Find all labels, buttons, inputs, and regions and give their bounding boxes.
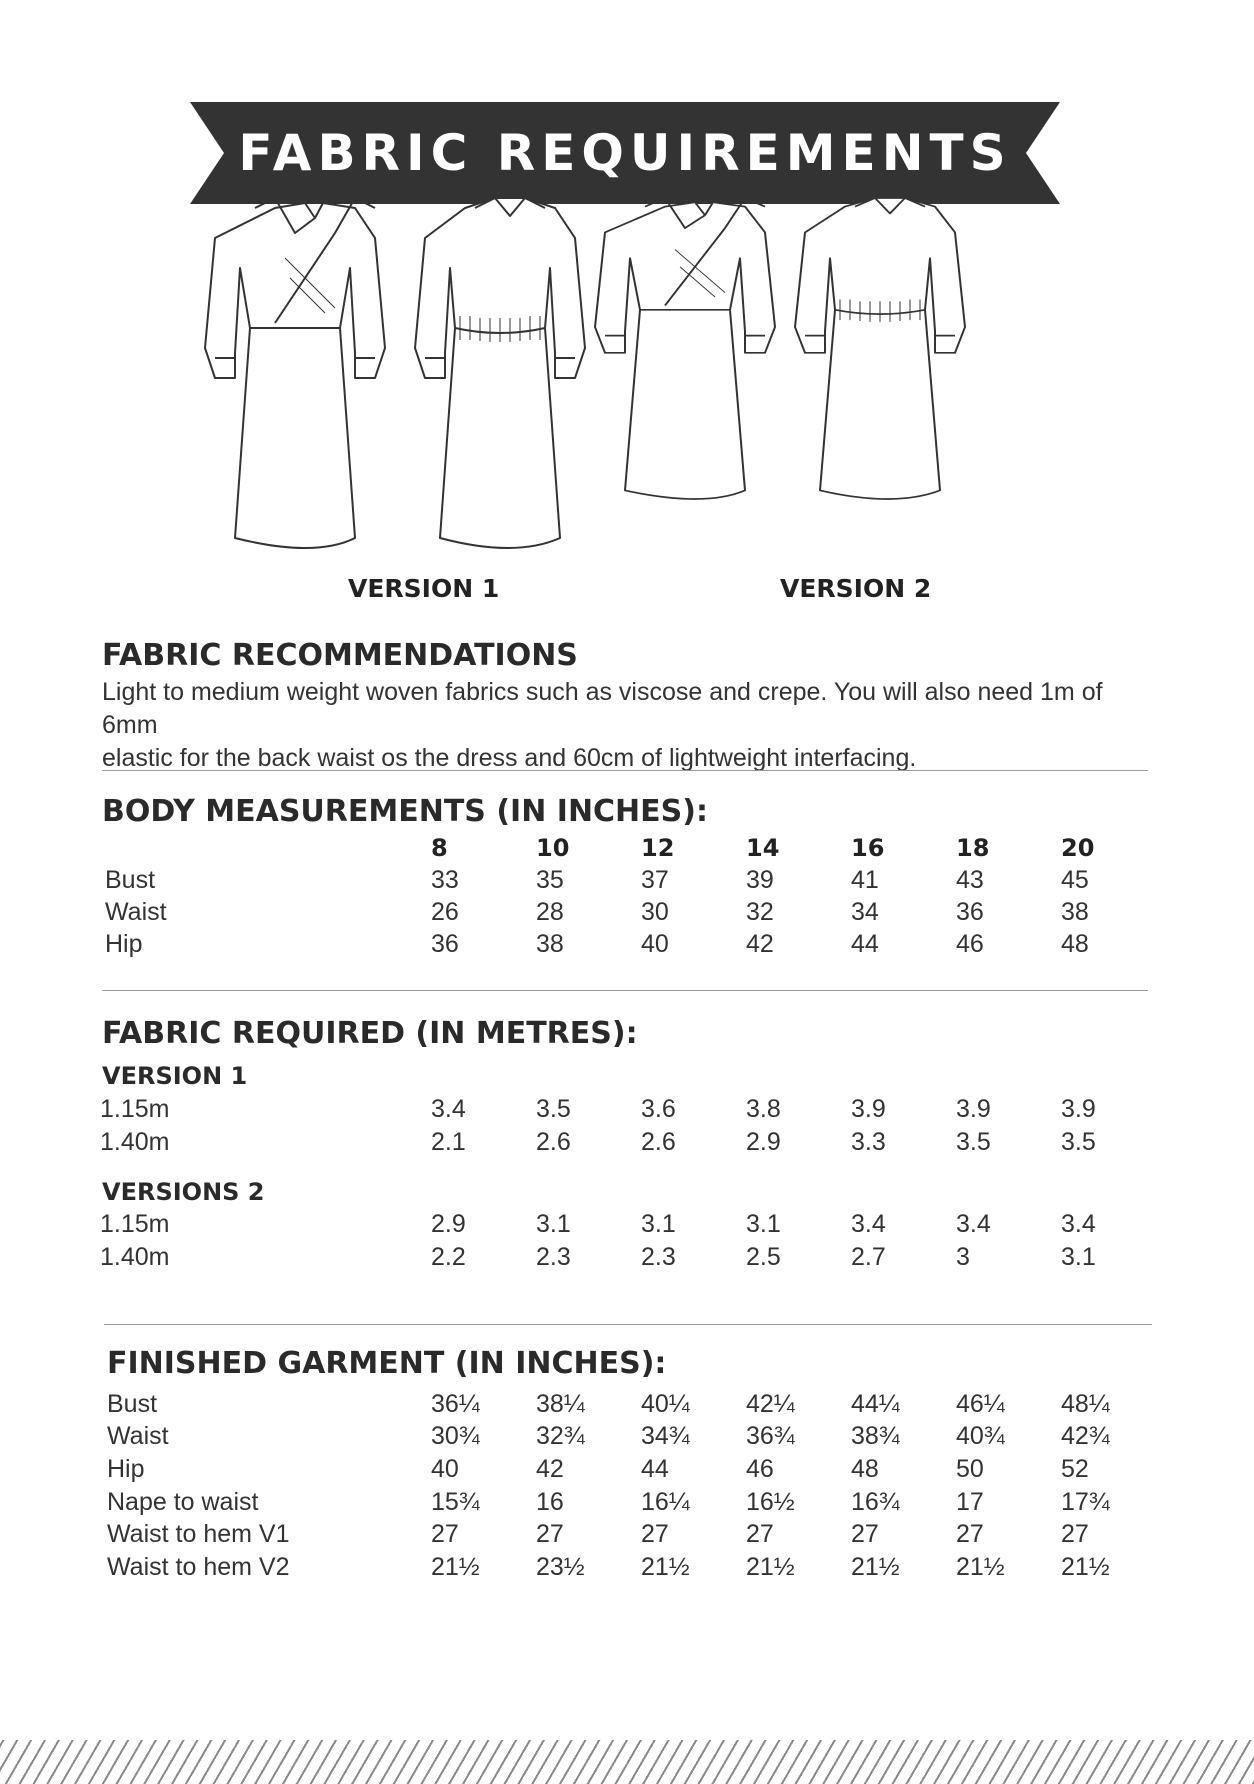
- table-cell: 36: [956, 898, 984, 926]
- table-cell: 45: [1061, 866, 1089, 894]
- table-cell: 16¼: [641, 1488, 690, 1516]
- row-label: 1.15m: [100, 1095, 170, 1123]
- table-cell: 46¼: [956, 1390, 1005, 1418]
- footer-stripes: [0, 1740, 1254, 1784]
- table-cell: 2.2: [431, 1243, 466, 1271]
- table-row: [0, 866, 1254, 898]
- table-cell: 48: [851, 1455, 879, 1483]
- table-cell: 17¾: [1061, 1488, 1110, 1516]
- table-row: [0, 1488, 1254, 1520]
- table-cell: 28: [536, 898, 564, 926]
- table-cell: 30: [641, 898, 669, 926]
- table-cell: 21½: [431, 1553, 480, 1581]
- size-header: 10: [536, 834, 570, 862]
- size-header: 8: [431, 834, 448, 862]
- finished-garment-title: FINISHED GARMENT (IN INCHES):: [107, 1346, 667, 1381]
- table-cell: 3.1: [641, 1210, 676, 1238]
- version-1-subtitle: VERSION 1: [102, 1062, 248, 1090]
- table-cell: 40¾: [956, 1422, 1005, 1450]
- row-label: 1.15m: [100, 1210, 170, 1238]
- table-cell: 3.1: [746, 1210, 781, 1238]
- table-row: [0, 1390, 1254, 1422]
- table-cell: 33: [431, 866, 459, 894]
- table-row: [0, 1553, 1254, 1585]
- table-cell: 3.4: [851, 1210, 886, 1238]
- table-cell: 44¼: [851, 1390, 900, 1418]
- table-cell: 2.3: [536, 1243, 571, 1271]
- table-cell: 32¾: [536, 1422, 585, 1450]
- size-header: 18: [956, 834, 990, 862]
- table-row: [0, 1422, 1254, 1454]
- page-title: FABRIC REQUIREMENTS: [238, 124, 1012, 182]
- table-cell: 52: [1061, 1455, 1089, 1483]
- table-cell: 21½: [641, 1553, 690, 1581]
- table-cell: 38¾: [851, 1422, 900, 1450]
- table-cell: 43: [956, 866, 984, 894]
- version-2-subtitle: VERSIONS 2: [102, 1178, 265, 1206]
- table-row: [0, 1095, 1254, 1127]
- row-label: Hip: [105, 930, 143, 958]
- table-cell: 42: [746, 930, 774, 958]
- table-row: [0, 898, 1254, 930]
- fabric-recommendations-title: FABRIC RECOMMENDATIONS: [102, 638, 578, 673]
- table-cell: 3.9: [1061, 1095, 1096, 1123]
- row-label: Waist to hem V2: [107, 1553, 290, 1581]
- row-label: Waist: [105, 898, 167, 926]
- table-cell: 27: [746, 1520, 774, 1548]
- table-cell: 27: [851, 1520, 879, 1548]
- divider: [102, 770, 1148, 771]
- size-header: 20: [1061, 834, 1095, 862]
- table-cell: 3.4: [956, 1210, 991, 1238]
- table-cell: 46: [746, 1455, 774, 1483]
- table-cell: 27: [1061, 1520, 1089, 1548]
- table-cell: 38: [1061, 898, 1089, 926]
- table-cell: 40: [641, 930, 669, 958]
- table-row: [0, 1520, 1254, 1552]
- table-cell: 21½: [1061, 1553, 1110, 1581]
- table-cell: 46: [956, 930, 984, 958]
- fabric-recommendations-text: Light to medium weight woven fabrics such as viscose and crepe. You will also need 1m of 6mm elastic for the back waist os the dress and 60cm of lightweight interfacing.: [102, 678, 1103, 772]
- table-cell: 36¼: [431, 1390, 480, 1418]
- table-cell: 3.3: [851, 1128, 886, 1156]
- row-label: Hip: [107, 1455, 145, 1483]
- table-cell: 2.3: [641, 1243, 676, 1271]
- row-label: Bust: [107, 1390, 158, 1418]
- size-header: 16: [851, 834, 885, 862]
- table-cell: 32: [746, 898, 774, 926]
- table-cell: 3.5: [956, 1128, 991, 1156]
- table-cell: 50: [956, 1455, 984, 1483]
- table-cell: 16½: [746, 1488, 795, 1516]
- row-label: 1.40m: [100, 1128, 170, 1156]
- size-header: 12: [641, 834, 675, 862]
- table-cell: 27: [536, 1520, 564, 1548]
- table-cell: 3.6: [641, 1095, 676, 1123]
- table-cell: 23½: [536, 1553, 585, 1581]
- divider: [104, 1324, 1152, 1325]
- table-row: [0, 1455, 1254, 1487]
- table-cell: 27: [431, 1520, 459, 1548]
- table-cell: 3.9: [956, 1095, 991, 1123]
- table-cell: 2.6: [536, 1128, 571, 1156]
- table-cell: 37: [641, 866, 669, 894]
- table-cell: 44: [641, 1455, 669, 1483]
- table-cell: 48¼: [1061, 1390, 1110, 1418]
- table-cell: 35: [536, 866, 564, 894]
- table-row: [0, 930, 1254, 962]
- row-label: Nape to waist: [107, 1488, 259, 1516]
- table-cell: 3.1: [1061, 1243, 1096, 1271]
- table-cell: 17: [956, 1488, 984, 1516]
- table-cell: 2.5: [746, 1243, 781, 1271]
- table-cell: 3.4: [431, 1095, 466, 1123]
- row-label: Bust: [105, 866, 156, 894]
- table-row: [0, 1243, 1254, 1275]
- table-cell: 42: [536, 1455, 564, 1483]
- table-row: [0, 1128, 1254, 1160]
- table-cell: 39: [746, 866, 774, 894]
- size-header-row: [0, 834, 1254, 866]
- table-cell: 3.1: [536, 1210, 571, 1238]
- table-cell: 44: [851, 930, 879, 958]
- table-cell: 38: [536, 930, 564, 958]
- table-cell: 21½: [851, 1553, 900, 1581]
- row-label: Waist: [107, 1422, 169, 1450]
- table-cell: 34: [851, 898, 879, 926]
- table-cell: 38¼: [536, 1390, 585, 1418]
- table-cell: 36¾: [746, 1422, 795, 1450]
- table-cell: 27: [641, 1520, 669, 1548]
- table-cell: 30¾: [431, 1422, 480, 1450]
- divider: [102, 990, 1148, 991]
- table-cell: 40¼: [641, 1390, 690, 1418]
- table-cell: 27: [956, 1520, 984, 1548]
- table-cell: 2.1: [431, 1128, 466, 1156]
- table-cell: 48: [1061, 930, 1089, 958]
- version-2-label: VERSION 2: [780, 574, 932, 603]
- table-cell: 15¾: [431, 1488, 480, 1516]
- table-row: [0, 1210, 1254, 1242]
- table-cell: 26: [431, 898, 459, 926]
- table-cell: 40: [431, 1455, 459, 1483]
- table-cell: 2.6: [641, 1128, 676, 1156]
- fabric-required-title: FABRIC REQUIRED (IN METRES):: [102, 1016, 638, 1051]
- table-cell: 16: [536, 1488, 564, 1516]
- table-cell: 21½: [746, 1553, 795, 1581]
- table-cell: 2.7: [851, 1243, 886, 1271]
- table-cell: 3: [956, 1243, 970, 1271]
- size-header: 14: [746, 834, 780, 862]
- version-1-label: VERSION 1: [348, 574, 500, 603]
- table-cell: 3.5: [536, 1095, 571, 1123]
- table-cell: 3.5: [1061, 1128, 1096, 1156]
- table-cell: 2.9: [431, 1210, 466, 1238]
- row-label: 1.40m: [100, 1243, 170, 1271]
- dress-illustrations: [195, 198, 1075, 578]
- table-cell: 36: [431, 930, 459, 958]
- body-measurements-title: BODY MEASUREMENTS (IN INCHES):: [102, 794, 708, 829]
- table-cell: 41: [851, 866, 879, 894]
- table-cell: 2.9: [746, 1128, 781, 1156]
- table-cell: 42¾: [1061, 1422, 1110, 1450]
- table-cell: 16¾: [851, 1488, 900, 1516]
- table-cell: 34¾: [641, 1422, 690, 1450]
- row-label: Waist to hem V1: [107, 1520, 290, 1548]
- table-cell: 42¼: [746, 1390, 795, 1418]
- table-cell: 21½: [956, 1553, 1005, 1581]
- table-cell: 3.4: [1061, 1210, 1096, 1238]
- table-cell: 3.8: [746, 1095, 781, 1123]
- table-cell: 3.9: [851, 1095, 886, 1123]
